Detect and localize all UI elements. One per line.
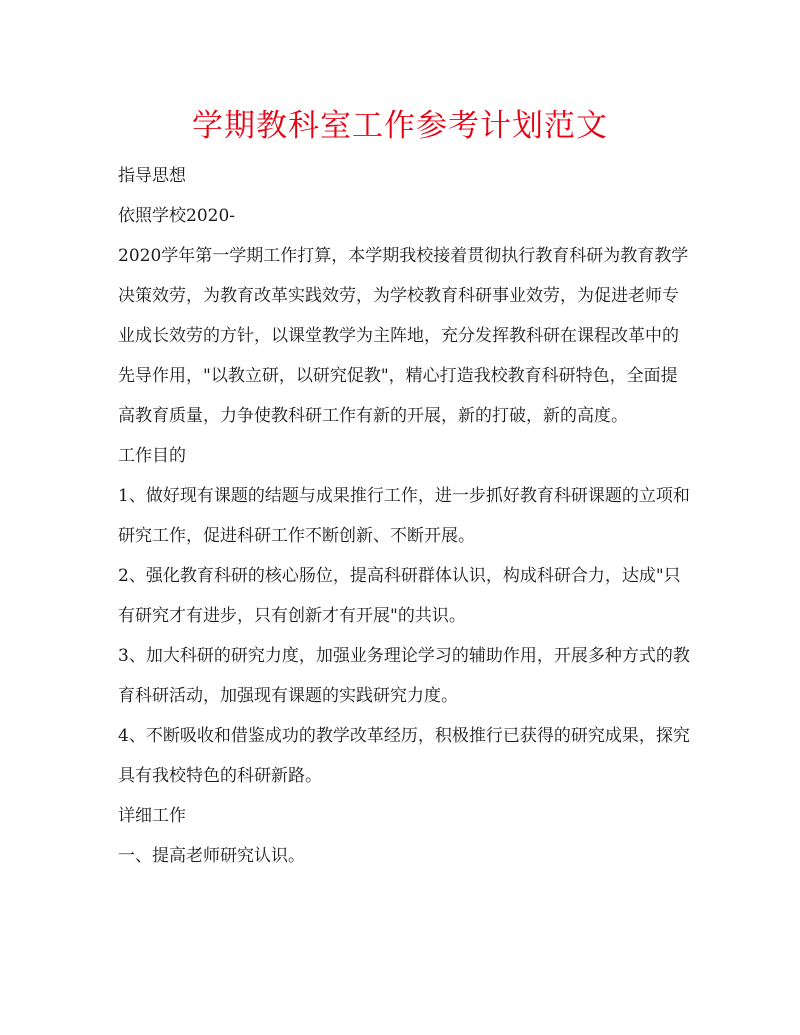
paragraph: 依照学校2020- <box>118 206 236 226</box>
goal-item-1: 1、做好现有课题的结题与成果推行工作，进一步抓好教育科研课题的立项和研究工作，促进科研工作不断创新、不断开展。 <box>118 486 690 546</box>
section-heading-detailed-work: 详细工作 <box>118 806 186 826</box>
goal-item-3: 3、加大科研的研究力度，加强业务理论学习的辅助作用，开展多种方式的教育科研活动，加强现有课题的实践研究力度。 <box>118 646 690 706</box>
goal-item-2: 2、强化教育科研的核心肠位，提高科研群体认识，构成科研合力，达成"只有研究才有进步，只有创新才有开展"的共识。 <box>118 566 681 626</box>
goal-item-4: 4、不断吸收和借鉴成功的教学改革经历，积极推行已获得的研究成果，探究具有我校特色的科研新路。 <box>118 726 690 786</box>
work-item-1: 一、提高老师研究认识。 <box>118 846 305 866</box>
section-heading-goals: 工作目的 <box>118 446 186 466</box>
document-title: 学期教科室工作参考计划范文 <box>192 108 608 144</box>
document-body <box>118 156 693 876</box>
paragraph: 2020学年第一学期工作打算，本学期我校接着贯彻执行教育科研为教育教学决策效劳，为教育改革实践效劳，为学校教育科研事业效劳，为促进老师专业成长效劳的方针，以课堂教学为主阵地，充分发挥教科研在课程改革中的先导作用，"以教立研，以研究促教"，精心打造我校教育科研特色，全面提高教育质量，力争使教科研工作有新的开展，新的打破，新的高度。 <box>118 246 689 426</box>
section-heading-guiding-thought: 指导思想 <box>118 166 186 186</box>
